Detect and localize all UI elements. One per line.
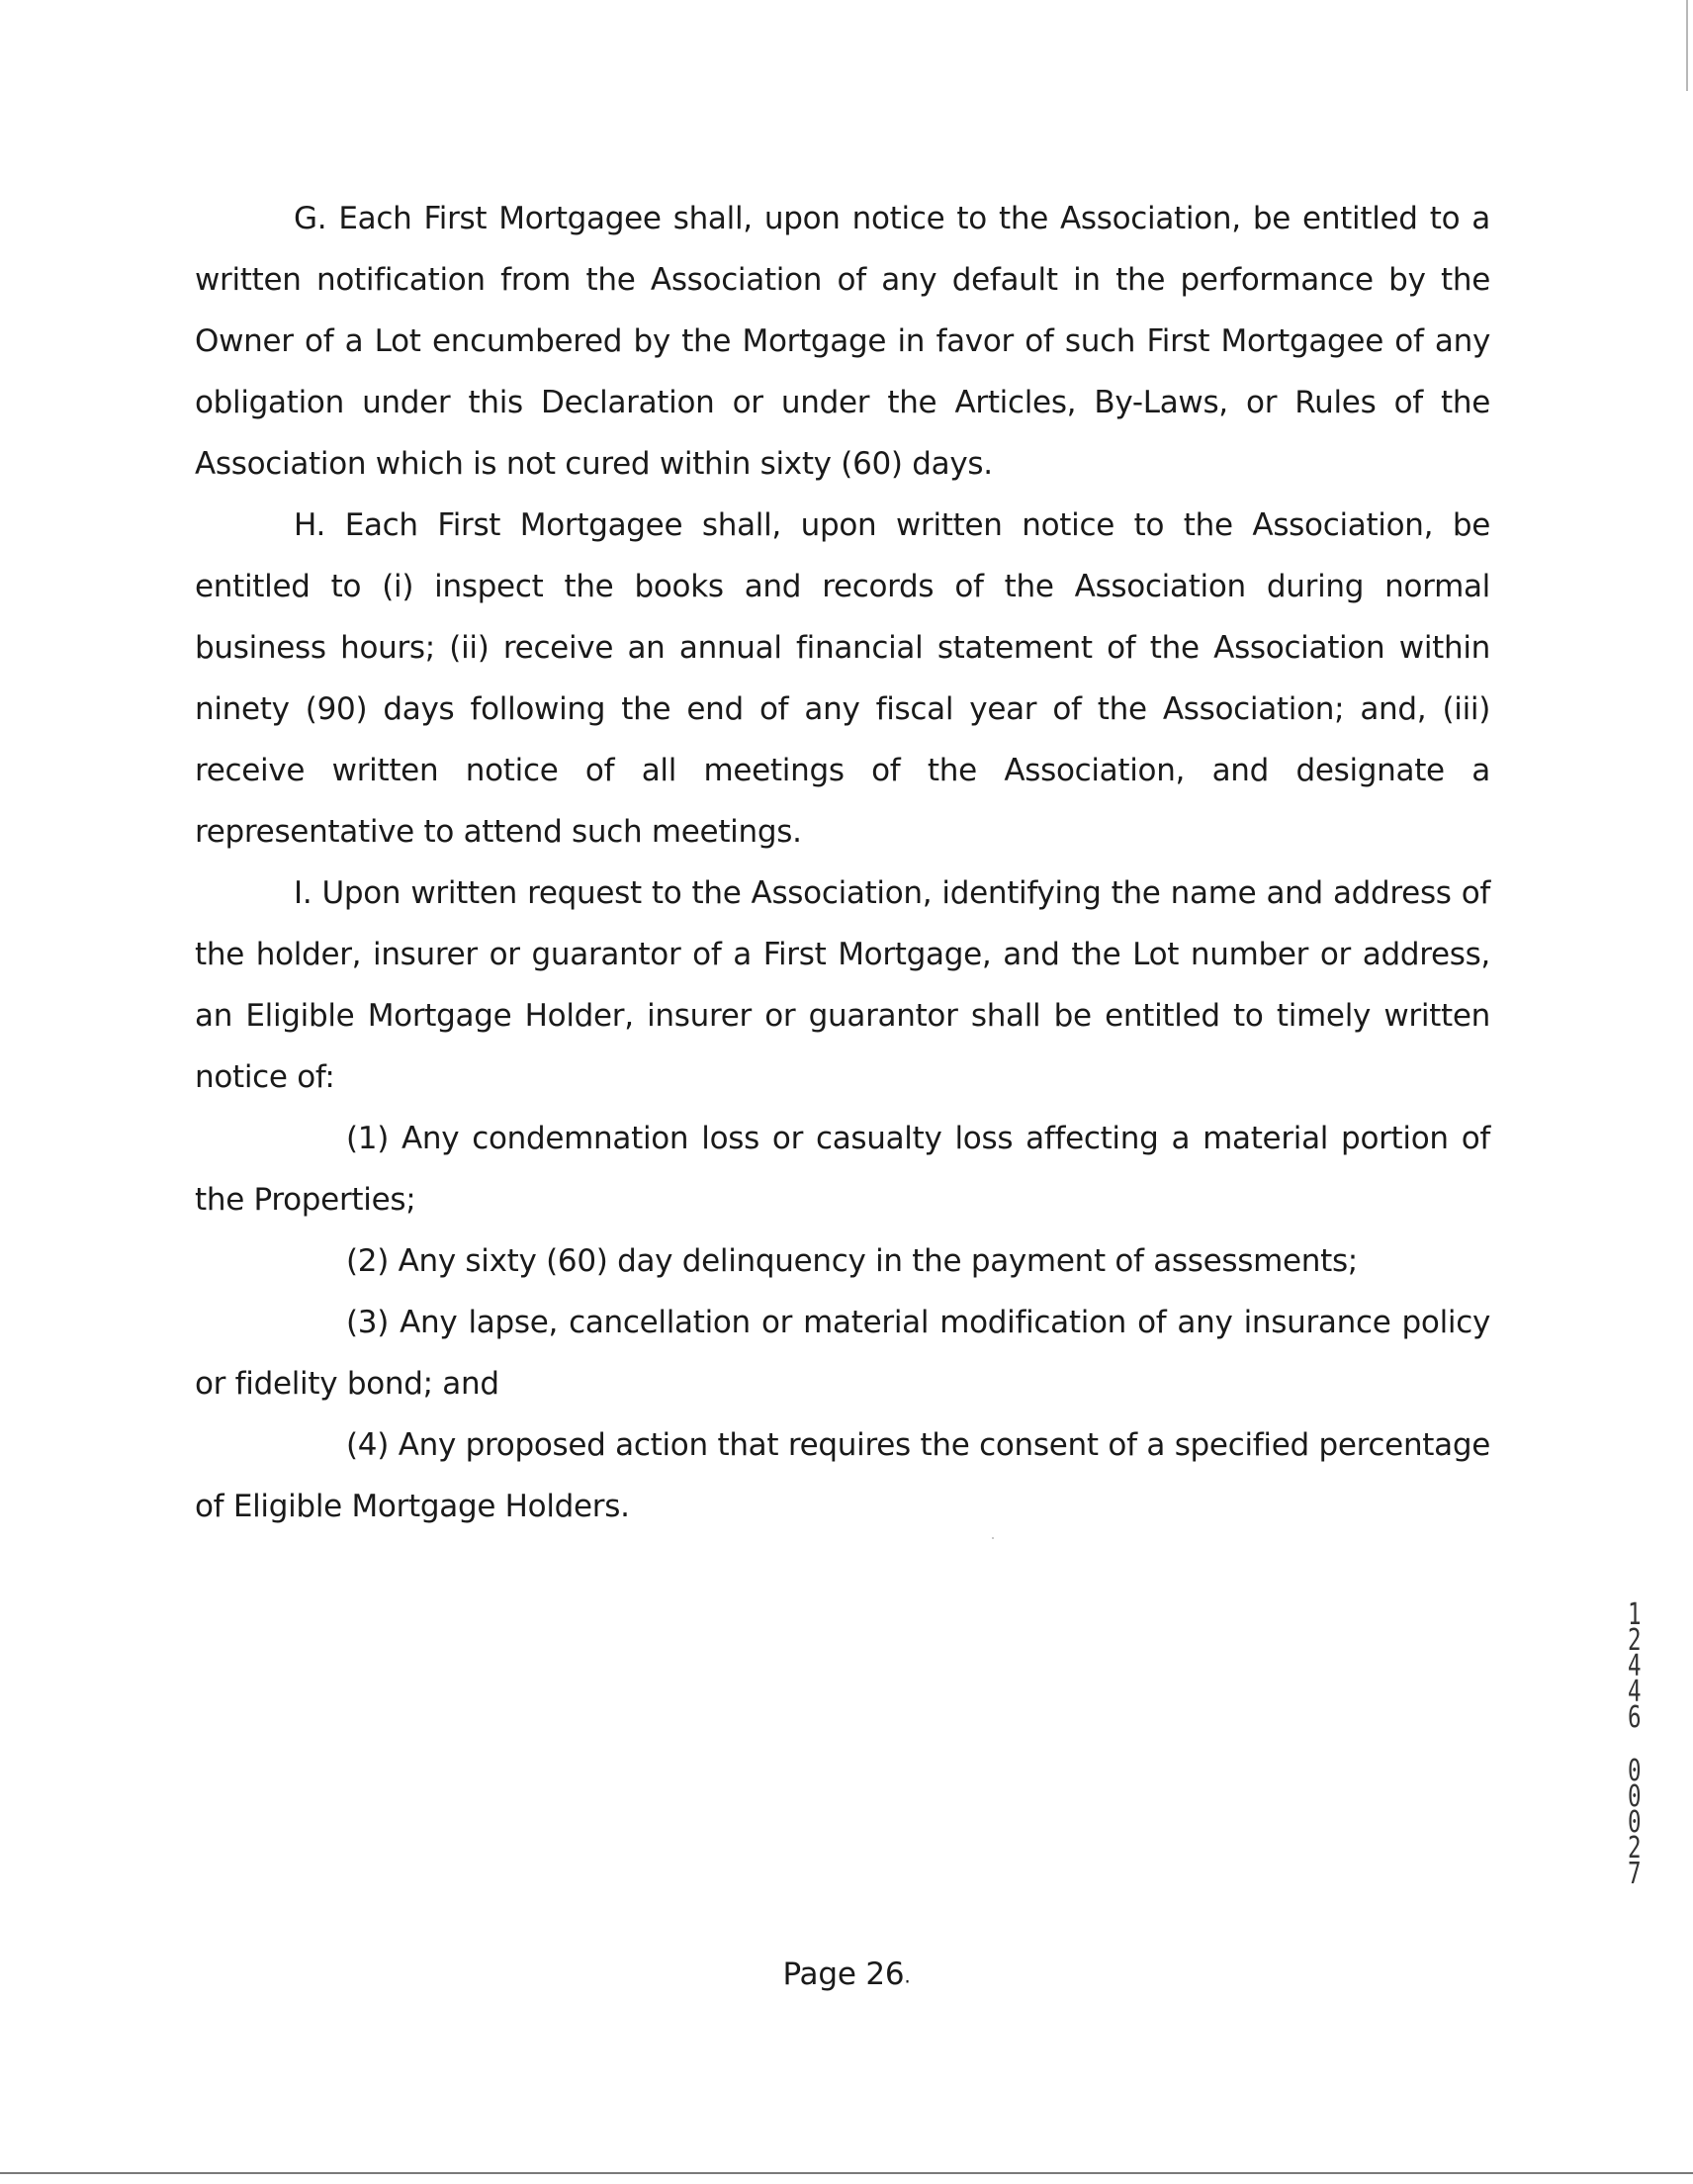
stamp-digit: 0 [1627,1754,1642,1788]
paragraph-i [195,863,1490,1108]
stamp-digit: 6 [1627,1700,1642,1735]
stamp-digit: 0 [1627,1779,1642,1814]
stamp-digit: 0 [1627,1805,1642,1840]
list-item-4 [195,1414,1490,1537]
stamp-digit: 2 [1627,1623,1642,1658]
paragraph-label: I. [294,875,312,911]
document-number-stamp [1622,1597,1648,1891]
paragraph-text: Upon written request to the Association, identifying the name and address of the holder, insurer or guarantor of a First Mortgage, and the Lot number or address, an Eligible Mortgage Holder, insurer or guarantor shall be entitled to timely written notice of: [195,875,1490,1095]
list-item-text: Any proposed action that requires the consent of a specified percentage of Eligible Mortgage Holders. [195,1427,1490,1524]
paragraph-text: Each First Mortgagee shall, upon notice to the Association, be entitled to a written notification from the Association of any default in the performance by the Owner of a Lot encumbered by the Mortgage in favor of such First Mortgagee of any obligation under this Declaration or under the Articles, By-Laws, or Rules of the Association which is not cured within sixty (60) days. [195,201,1490,482]
list-item-1 [195,1108,1490,1230]
paragraph-text: Each First Mortgagee shall, upon written notice to the Association, be entitled to (i) inspect the books and records of the Association during normal business hours; (ii) receive an annual financial statement of the Association within ninety (90) days following the end of any fiscal year of the Association; and, (iii) receive written notice of all meetings of the Association, and designate a representative to attend such meetings. [195,507,1490,850]
stamp-digit: 1 [1627,1597,1642,1632]
page-number-dot: . [904,1963,911,1988]
stamp-digit: 7 [1627,1857,1642,1891]
stamp-digit: 4 [1627,1675,1642,1709]
bottom-rule [0,2172,1693,2174]
stamp-digit: 4 [1627,1649,1642,1684]
list-item-label: (1) [346,1121,390,1156]
page-number-label: Page 26 [782,1956,905,1992]
list-item-3 [195,1292,1490,1414]
list-item-text: Any condemnation loss or casualty loss affecting a material portion of the Properties; [195,1121,1490,1218]
list-item-label: (3) [346,1305,390,1340]
scan-speck [992,1537,994,1539]
paragraph-g [195,188,1490,495]
paragraph-label: G. [294,201,327,236]
page-number [0,1956,1693,1992]
paragraph-h [195,495,1490,863]
list-item-text: Any sixty (60) day delinquency in the payment of assessments; [398,1243,1358,1279]
paragraph-label: H. [294,507,326,543]
list-item-2 [195,1230,1490,1292]
list-item-label: (2) [346,1243,390,1279]
document-body [195,188,1490,1537]
stamp-digit: 2 [1627,1831,1642,1866]
scan-edge-mark [1686,0,1688,91]
list-item-label: (4) [346,1427,390,1463]
list-item-text: Any lapse, cancellation or material modification of any insurance policy or fidelity bond; and [195,1305,1490,1402]
